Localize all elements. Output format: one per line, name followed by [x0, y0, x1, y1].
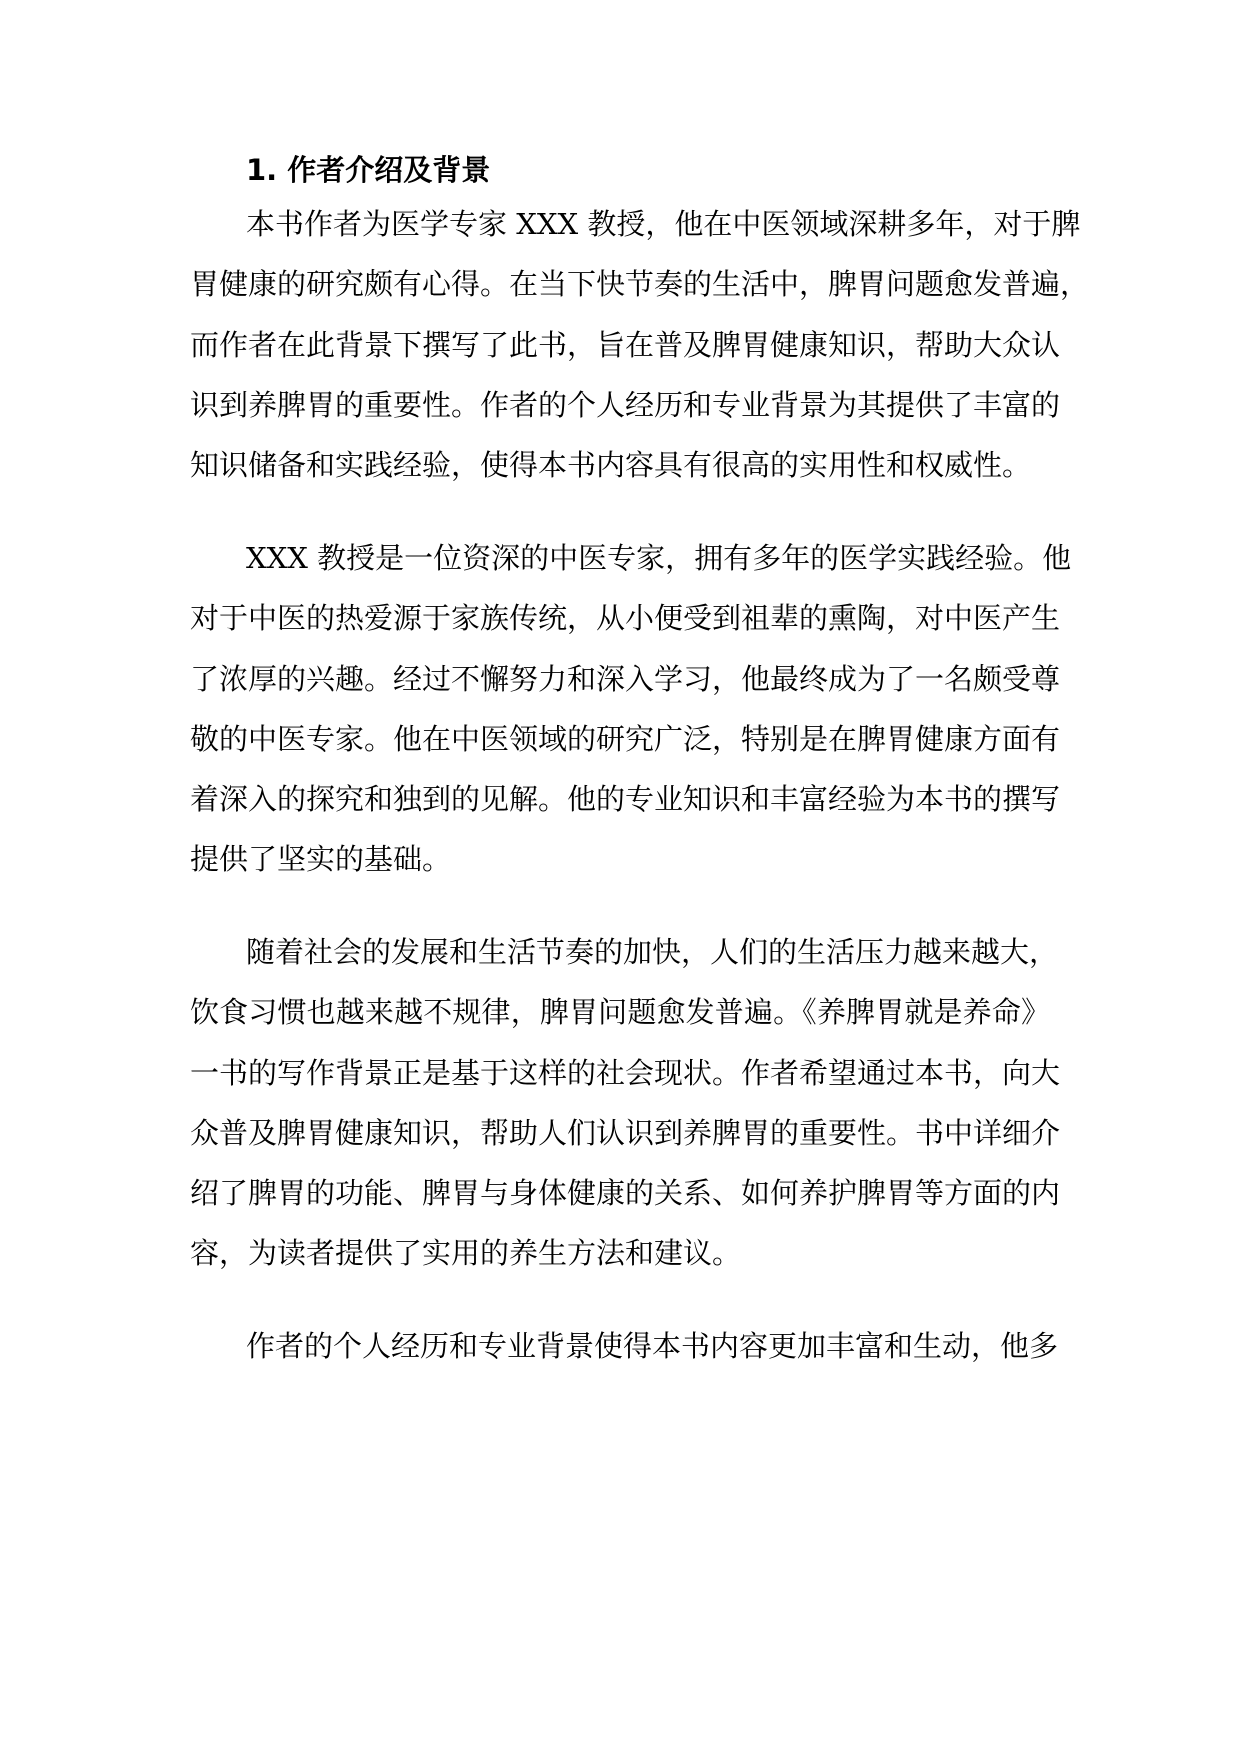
paragraph-3-line-3: 一书的写作背景正是基于这样的社会现状。作者希望通过本书，向大	[190, 1056, 1061, 1090]
paragraph-3-line-1: 随着社会的发展和生活节奏的加快，人们的生活压力越来越大，	[246, 935, 1059, 969]
paragraph-1-line-1: 本书作者为医学专家 XXX 教授，他在中医领域深耕多年，对于脾	[246, 207, 1081, 241]
paragraph-2-line-6: 提供了坚实的基础。	[190, 842, 452, 876]
paragraph-3-line-2: 饮食习惯也越来越不规律，脾胃问题愈发普遍。《养脾胃就是养命》	[190, 995, 1050, 1029]
paragraph-1-line-3: 而作者在此背景下撰写了此书，旨在普及脾胃健康知识，帮助大众认	[190, 328, 1061, 362]
paragraph-2-line-1: XXX 教授是一位资深的中医专家，拥有多年的医学实践经验。他	[246, 541, 1072, 575]
paragraph-1-line-2: 胃健康的研究颇有心得。在当下快节奏的生活中，脾胃问题愈发普遍，	[190, 267, 1090, 301]
paragraph-3-line-4: 众普及脾胃健康知识，帮助人们认识到养脾胃的重要性。书中详细介	[190, 1116, 1061, 1150]
paragraph-4-line-1: 作者的个人经历和专业背景使得本书内容更加丰富和生动，他多	[246, 1329, 1059, 1363]
section-heading: 1. 作者介绍及背景	[246, 153, 491, 187]
paragraph-3-line-5: 绍了脾胃的功能、脾胃与身体健康的关系、如何养护脾胃等方面的内	[190, 1176, 1061, 1210]
paragraph-2-line-4: 敬的中医专家。他在中医领域的研究广泛，特别是在脾胃健康方面有	[190, 722, 1061, 756]
paragraph-2-line-5: 着深入的探究和独到的见解。他的专业知识和丰富经验为本书的撰写	[190, 782, 1061, 816]
paragraph-2-line-2: 对于中医的热爱源于家族传统，从小便受到祖辈的熏陶，对中医产生	[190, 601, 1061, 635]
paragraph-2-line-3: 了浓厚的兴趣。经过不懈努力和深入学习，他最终成为了一名颇受尊	[190, 662, 1061, 696]
paragraph-1-line-4: 识到养脾胃的重要性。作者的个人经历和专业背景为其提供了丰富的	[190, 388, 1061, 422]
paragraph-1-line-5: 知识储备和实践经验，使得本书内容具有很高的实用性和权威性。	[190, 448, 1032, 482]
paragraph-3-line-6: 容，为读者提供了实用的养生方法和建议。	[190, 1236, 742, 1270]
